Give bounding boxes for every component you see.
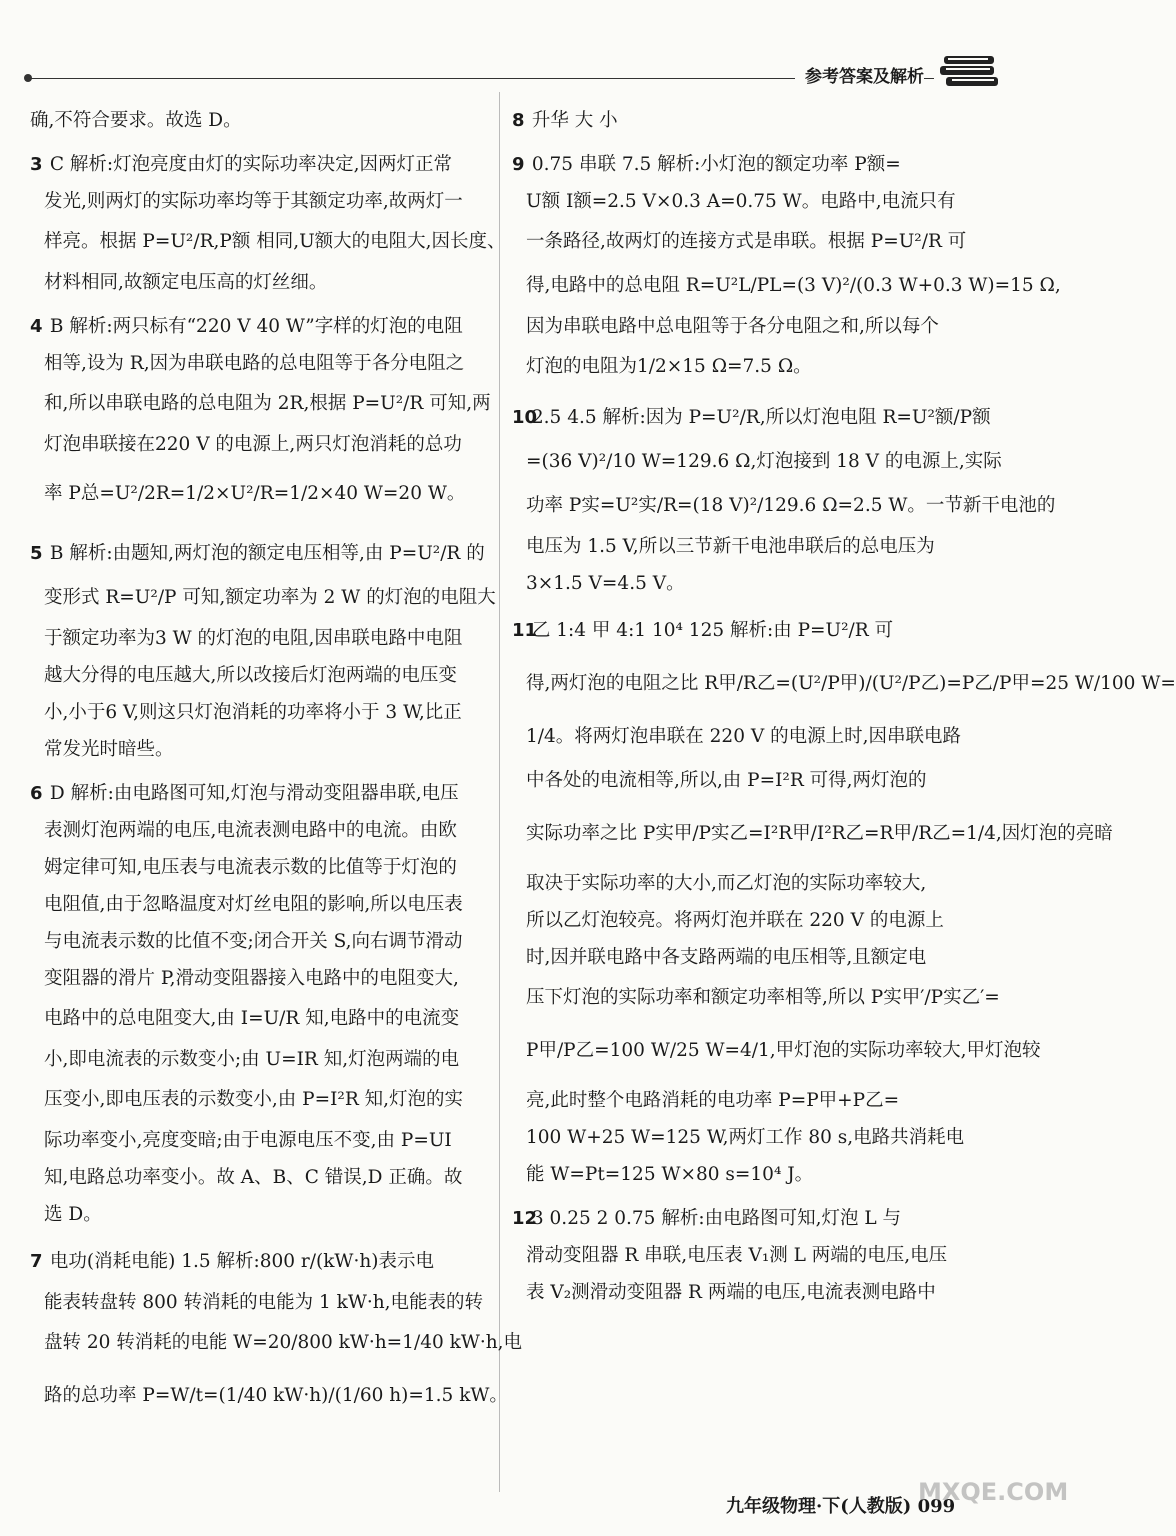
answer-line	[30, 1159, 486, 1196]
answer-text: 和,所以串联电路的总电阻为 2R,根据 P=U²/R 可知,两	[44, 393, 491, 414]
answer-line	[512, 396, 991, 440]
answer-line	[30, 1196, 486, 1233]
answer-text: 小,即电流表的示数变小;由 U=IR 知,灯泡两端的电	[44, 1049, 460, 1070]
answer-text: D 解析:由电路图可知,灯泡与滑动变阻器串联,电压	[49, 783, 459, 804]
answer-line	[30, 1041, 486, 1078]
header-title: 参考答案及解析	[795, 62, 924, 87]
answer-line	[30, 694, 486, 731]
answer-text: 越大分得的电压越大,所以改接后灯泡两端的电压变	[44, 665, 457, 686]
answer-line	[30, 308, 486, 345]
answer-line	[512, 1020, 1041, 1082]
answer-text: 时,因并联电路中各支路两端的电压相等,且额定电	[526, 947, 927, 968]
left-column	[30, 95, 523, 1427]
answer-line	[30, 886, 486, 923]
answer-line	[512, 528, 978, 565]
answer-text: 确,不符合要求。故选 D。	[30, 110, 242, 131]
answer-line	[512, 440, 1002, 484]
answer-text: 灯泡串联接在220 V 的电源上,两只灯泡消耗的总功	[44, 434, 462, 455]
answer-text: 得,电路中的总电阻 R=U²L/PL=(3 V)²/(0.3 W+0.3 W)=15 Ω,	[526, 275, 1061, 296]
answer-text: 因为串联电路中总电阻等于各分电阻之和,所以每个	[526, 316, 939, 337]
answer-line	[512, 653, 1176, 715]
answer-line	[512, 484, 1056, 528]
answer-text: 小,小于6 V,则这只灯泡消耗的功率将小于 3 W,比正	[44, 702, 462, 723]
answer-text: 1/4。将两灯泡串联在 220 V 的电源上时,因串联电路	[526, 726, 961, 747]
question-number: 7	[30, 1251, 43, 1272]
answer-item-q11	[512, 609, 1176, 1193]
answer-line	[512, 976, 1000, 1020]
answer-text: U额 I额=2.5 V×0.3 A=0.75 W。电路中,电流只有	[526, 191, 956, 212]
answer-line	[512, 102, 978, 139]
answer-line	[512, 345, 978, 389]
answer-line	[512, 759, 978, 803]
answer-text: 压变小,即电压表的示数变小,由 P=I²R 知,灯泡的实	[44, 1089, 464, 1110]
answer-text: B 解析:由题知,两灯泡的额定电压相等,由 P=U²/R 的	[49, 543, 485, 564]
answer-text: 电路中的总电阻变大,由 I=U/R 知,电路中的电流变	[44, 1008, 460, 1029]
answer-line	[30, 923, 486, 960]
answer-line	[512, 1156, 978, 1193]
answer-text: 材料相同,故额定电压高的灯丝细。	[44, 272, 328, 293]
answer-line	[30, 1240, 486, 1284]
answer-line	[512, 939, 978, 976]
answer-line	[512, 264, 1061, 308]
answer-line	[30, 960, 486, 997]
header-rule-dot	[24, 74, 32, 82]
answer-text: 能 W=Pt=125 W×80 s=10⁴ J。	[526, 1164, 814, 1185]
question-number: 6	[30, 783, 43, 804]
answer-line	[512, 1200, 978, 1237]
answer-line	[30, 1284, 486, 1321]
answer-line	[30, 620, 486, 657]
books-icon	[938, 52, 1004, 92]
answer-line	[30, 657, 486, 694]
answer-line	[30, 183, 486, 220]
answer-line	[512, 183, 978, 220]
answer-text: 电阻值,由于忽略温度对灯丝电阻的影响,所以电压表	[44, 894, 463, 915]
answer-text: 功率 P实=U²实/R=(18 V)²/129.6 Ω=2.5 W。一节新干电池的	[526, 495, 1056, 516]
answer-line	[30, 146, 486, 183]
answer-text: 取决于实际功率的大小,而乙灯泡的实际功率较大,	[526, 873, 927, 894]
answer-text: 3×1.5 V=4.5 V。	[526, 573, 685, 594]
answer-line	[512, 803, 1113, 865]
answer-line	[512, 865, 978, 902]
answer-text: 一条路径,故两灯的连接方式是串联。根据 P=U²/R 可	[526, 231, 967, 252]
question-number: 9	[512, 154, 525, 175]
answer-text: 中各处的电流相等,所以,由 P=I²R 可得,两灯泡的	[526, 770, 927, 791]
answer-text: 0.75 串联 7.5 解析:小灯泡的额定功率 P额=	[531, 154, 901, 175]
answer-item-q12	[512, 1200, 978, 1311]
answer-line	[30, 1321, 523, 1365]
answer-line	[30, 849, 486, 886]
answer-text: 2.5 4.5 解析:因为 P=U²/R,所以灯泡电阻 R=U²额/P额	[531, 407, 991, 428]
answer-line	[512, 1237, 978, 1274]
watermark-logo: MXQE.COM	[918, 1478, 1069, 1506]
column-divider	[499, 92, 500, 1492]
answer-line	[30, 102, 486, 139]
answer-text: P甲/P乙=100 W/25 W=4/1,甲灯泡的实际功率较大,甲灯泡较	[526, 1040, 1041, 1061]
answer-text: 常发光时暗些。	[44, 739, 174, 760]
answer-line	[30, 812, 486, 849]
answer-text: 际功率变小,亮度变暗;由于电源电压不变,由 P=UI	[44, 1130, 452, 1151]
answer-line	[30, 345, 486, 382]
answer-line	[30, 1365, 508, 1427]
answer-item-q8	[512, 102, 978, 139]
answer-text: 滑动变阻器 R 串联,电压表 V₁测 L 两端的电压,电压	[526, 1245, 948, 1266]
answer-text: 相等,设为 R,因为串联电路的总电阻等于各分电阻之	[44, 353, 465, 374]
answer-item-q9	[512, 146, 1061, 389]
answer-item-q5	[30, 532, 496, 768]
answer-line	[512, 146, 978, 183]
question-number: 8	[512, 110, 525, 131]
answer-item-q7	[30, 1240, 523, 1427]
answer-text: 变阻器的滑片 P,滑动变阻器接入电路中的电阻变大,	[44, 968, 459, 989]
answer-text: B 解析:两只标有“220 V 40 W”字样的灯泡的电阻	[49, 316, 463, 337]
answer-text: 变形式 R=U²/P 可知,额定功率为 2 W 的灯泡的电阻大	[44, 587, 496, 608]
answer-text: 知,电路总功率变小。故 A、B、C 错误,D 正确。故	[44, 1167, 463, 1188]
answer-text: 亮,此时整个电路消耗的电功率 P=P甲+P乙=	[526, 1090, 900, 1111]
answer-line	[30, 775, 486, 812]
question-number: 10	[512, 407, 538, 428]
answer-text: 路的总功率 P=W/t=(1/40 kW·h)/(1/60 h)=1.5 kW。	[44, 1385, 508, 1406]
answer-text: 压下灯泡的实际功率和额定功率相等,所以 P实甲′/P实乙′=	[526, 987, 1000, 1008]
answer-line	[30, 220, 506, 264]
answer-line	[30, 731, 486, 768]
answer-line	[512, 902, 978, 939]
answer-line	[30, 382, 491, 426]
answer-text: 发光,则两灯的实际功率均等于其额定功率,故两灯一	[44, 191, 463, 212]
answer-text: 电压为 1.5 V,所以三节新干电池串联后的总电压为	[526, 536, 935, 557]
question-number: 4	[30, 316, 43, 337]
right-column	[512, 95, 1176, 1311]
answer-text: 姆定律可知,电压表与电流表示数的比值等于灯泡的	[44, 857, 457, 878]
answer-item-cont	[30, 102, 486, 139]
answer-text: 乙 1:4 甲 4:1 10⁴ 125 解析:由 P=U²/R 可	[531, 620, 894, 641]
answer-text: 电功(消耗电能) 1.5 解析:800 r/(kW·h)表示电	[49, 1251, 434, 1272]
answer-line	[512, 565, 978, 602]
answer-line	[512, 609, 978, 653]
answer-line	[30, 463, 486, 525]
answer-text: 表 V₂测滑动变阻器 R 两端的电压,电流表测电路中	[526, 1282, 936, 1303]
answer-line	[30, 426, 486, 463]
answer-text: 所以乙灯泡较亮。将两灯泡并联在 220 V 的电源上	[526, 910, 944, 931]
answer-line	[512, 1274, 978, 1311]
answer-line	[512, 308, 978, 345]
answer-line	[30, 1122, 486, 1159]
answer-text: 盘转 20 转消耗的电能 W=20/800 kW·h=1/40 kW·h,电	[44, 1332, 523, 1353]
answer-text: 表测灯泡两端的电压,电流表测电路中的电流。由欧	[44, 820, 457, 841]
answer-item-q4	[30, 308, 491, 525]
answer-item-q3	[30, 146, 506, 301]
answer-text: 能表转盘转 800 转消耗的电能为 1 kW·h,电能表的转	[44, 1292, 484, 1313]
question-number: 5	[30, 543, 43, 564]
answer-line	[30, 532, 486, 576]
answer-text: =(36 V)²/10 W=129.6 Ω,灯泡接到 18 V 的电源上,实际	[526, 451, 1002, 472]
answer-line	[30, 264, 486, 301]
answer-line	[512, 220, 978, 264]
answer-text: 100 W+25 W=125 W,两灯工作 80 s,电路共消耗电	[526, 1127, 965, 1148]
answer-text: 与电流表示数的比值不变;闭合开关 S,向右调节滑动	[44, 931, 463, 952]
answer-line	[30, 997, 486, 1041]
answer-item-q6	[30, 775, 486, 1233]
answer-text: 于额定功率为3 W 的灯泡的电阻,因串联电路中电阻	[44, 628, 463, 649]
answer-line	[512, 715, 978, 759]
answer-line	[512, 1119, 978, 1156]
answer-item-q10	[512, 396, 1056, 602]
answer-text: C 解析:灯泡亮度由灯的实际功率决定,因两灯正常	[49, 154, 453, 175]
answer-text: 灯泡的电阻为1/2×15 Ω=7.5 Ω。	[526, 356, 812, 377]
answer-text: 实际功率之比 P实甲/P实乙=I²R甲/I²R乙=R甲/R乙=1/4,因灯泡的亮暗	[526, 823, 1113, 844]
question-number: 11	[512, 620, 538, 641]
answer-line	[30, 1078, 486, 1122]
answer-line	[512, 1082, 978, 1119]
answer-text: 率 P总=U²/2R=1/2×U²/R=1/2×40 W=20 W。	[44, 483, 466, 504]
page-footer: 九年级物理·下(人教版) 099	[726, 1496, 956, 1517]
answer-text: 3 0.25 2 0.75 解析:由电路图可知,灯泡 L 与	[531, 1208, 901, 1229]
question-number: 12	[512, 1208, 538, 1229]
answer-text: 得,两灯泡的电阻之比 R甲/R乙=(U²/P甲)/(U²/P乙)=P乙/P甲=25 W/100 W=	[526, 673, 1176, 694]
page-header	[28, 66, 1004, 92]
answer-text: 升华 大 小	[531, 110, 618, 131]
question-number: 3	[30, 154, 43, 175]
answer-text: 样亮。根据 P=U²/R,P额 相同,U额大的电阻大,因长度、	[44, 231, 506, 252]
answer-line	[30, 576, 496, 620]
answer-text: 选 D。	[44, 1204, 102, 1225]
